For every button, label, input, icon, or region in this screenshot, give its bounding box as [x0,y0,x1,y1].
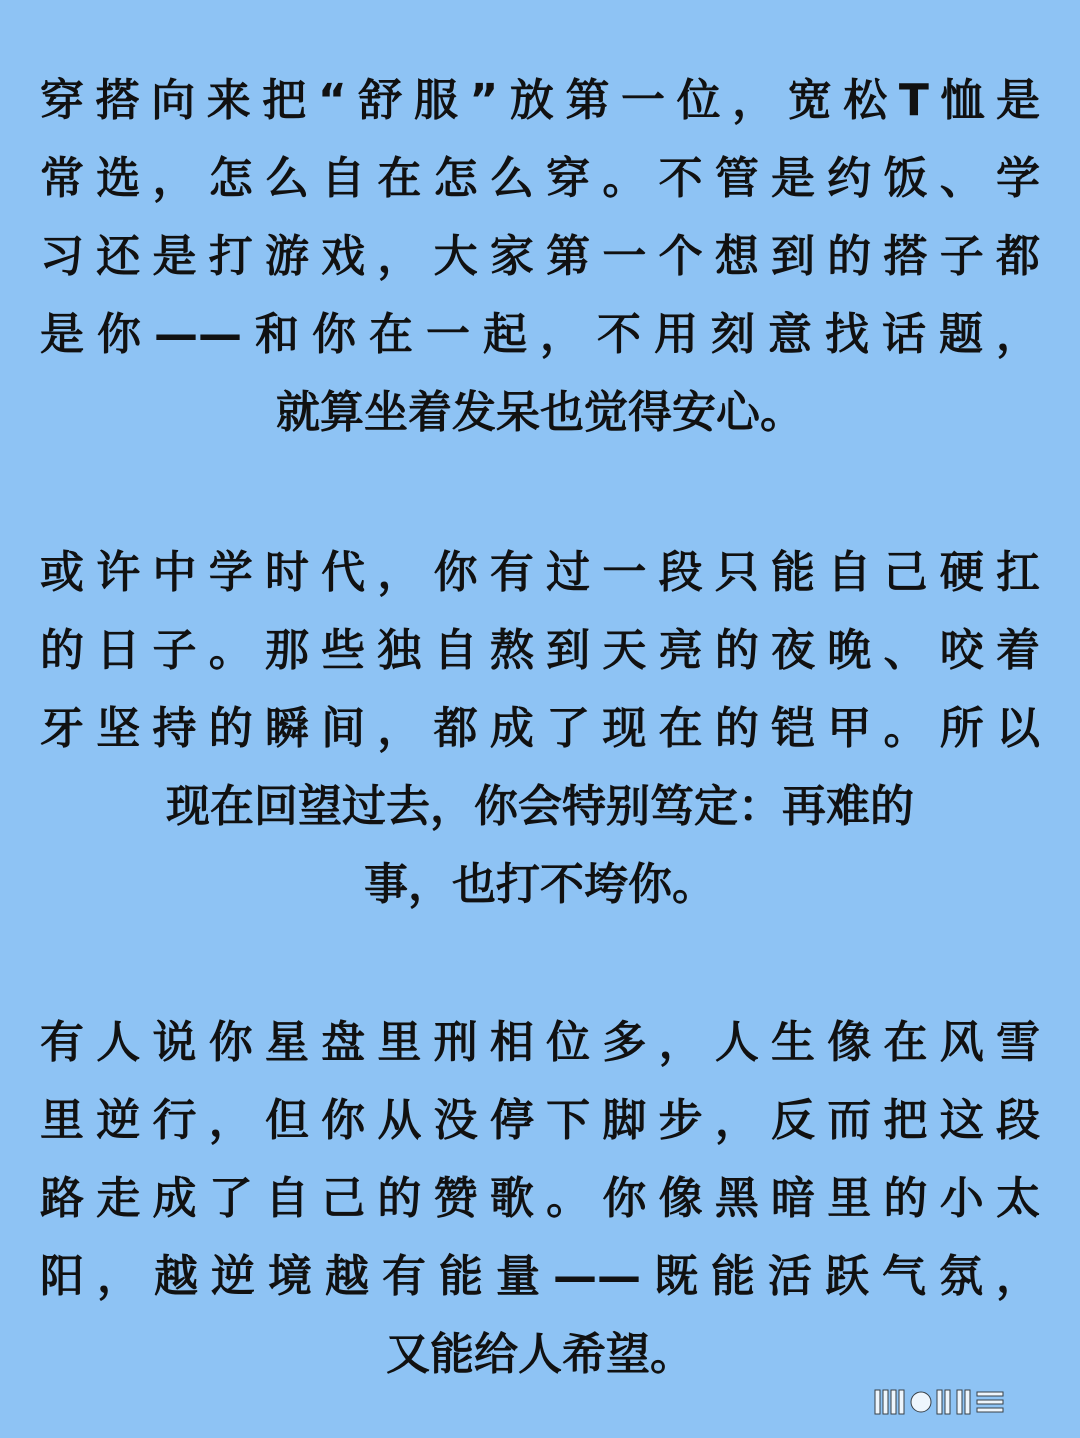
text-line: 常选，怎么自在怎么穿。不管是约饭、学 [40,153,1040,204]
text-line: 的日子。那些独自熬到天亮的夜晚、咬着 [40,625,1040,676]
text-line: 就算坐着发呆也觉得安心。 [276,387,804,438]
text-line: 或许中学时代，你有过一段只能自己硬扛 [40,547,1040,598]
text-line: 穿搭向来把“舒服”放第一位，宽松T恤是 [40,75,1040,126]
text-line: 是你——和你在一起，不用刻意找话题， [40,309,1040,360]
paragraph-1 [40,62,1040,452]
text-line: 里逆行，但你从没停下脚步，反而把这段 [40,1095,1040,1146]
paragraph-2 [40,534,1040,924]
text-line: 又能给人希望。 [386,1329,694,1380]
watermark-logo [873,1382,1058,1420]
text-line: 现在回望过去，你会特别笃定：再难的 [166,781,914,832]
text-line: 路走成了自己的赞歌。你像黑暗里的小太 [40,1173,1040,1224]
text-line: 牙坚持的瞬间，都成了现在的铠甲。所以 [40,703,1040,754]
paragraph-3 [40,1004,1040,1394]
text-line: 事，也打不垮你。 [364,859,716,910]
text-line: 习还是打游戏，大家第一个想到的搭子都 [40,231,1040,282]
watermark-icon [873,1382,1058,1420]
text-line: 有人说你星盘里刑相位多，人生像在风雪 [40,1017,1040,1068]
text-line: 阳，越逆境越有能量——既能活跃气氛， [40,1251,1040,1302]
